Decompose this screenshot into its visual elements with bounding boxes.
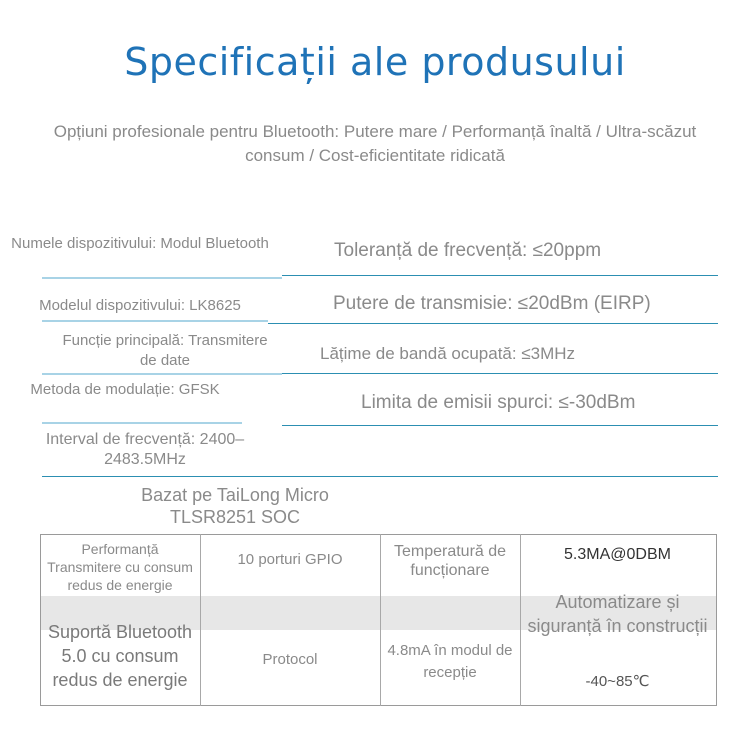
spec-device-model: Modelul dispozitivului: LK8625 bbox=[39, 297, 241, 314]
performance-label: Performanță Transmitere cu consum redus de energie bbox=[47, 541, 193, 593]
divider bbox=[268, 323, 718, 324]
gpio-label: 10 porturi GPIO bbox=[237, 551, 343, 568]
table-divider bbox=[200, 534, 201, 706]
divider bbox=[42, 373, 282, 375]
table-divider bbox=[380, 534, 381, 706]
spec-frequency-tolerance: Toleranță de frecvență: ≤20ppm bbox=[334, 240, 602, 261]
spec-transmit-power: Putere de transmisie: ≤20dBm (EIRP) bbox=[333, 293, 651, 314]
divider bbox=[42, 277, 282, 279]
divider bbox=[42, 476, 718, 477]
spec-main-function: Funcție principală: Transmitere de date bbox=[62, 332, 268, 369]
divider bbox=[282, 373, 718, 374]
bluetooth-label: Suportă Bluetooth 5.0 cu consum redus de energie bbox=[47, 622, 193, 690]
page-subtitle: Opțiuni profesionale pentru Bluetooth: Putere mare / Performanță înaltă / Ultra-scăzut consum / Cost-eficientitate ridicată bbox=[53, 122, 697, 165]
divider bbox=[282, 275, 718, 276]
protocol-label: Protocol bbox=[262, 651, 318, 668]
divider bbox=[282, 425, 718, 426]
tx-current: 5.3MA@0DBM bbox=[564, 546, 671, 563]
spec-frequency-range: Interval de frecvență: 2400–2483.5MHz bbox=[45, 431, 245, 468]
soc-label: Bazat pe TaiLong Micro TLSR8251 SOC bbox=[141, 485, 329, 527]
page-title: Specificații ale produsului bbox=[124, 40, 626, 84]
rx-current: 4.8mA în modul de recepție bbox=[387, 642, 513, 681]
temperature-label: Temperatură de funcționare bbox=[393, 543, 507, 579]
spec-bandwidth: Lățime de bandă ocupată: ≤3MHz bbox=[320, 344, 576, 363]
divider bbox=[42, 320, 268, 322]
spec-spurious-emissions: Limita de emisii spurci: ≤-30dBm bbox=[361, 392, 636, 413]
table-divider bbox=[520, 534, 521, 706]
application-label: Automatizare și siguranță în construcții bbox=[527, 592, 708, 636]
divider bbox=[42, 422, 242, 424]
spec-modulation: Metoda de modulație: GFSK bbox=[30, 381, 220, 398]
spec-device-name: Numele dispozitivului: Modul Bluetooth bbox=[11, 235, 269, 252]
temperature-range: -40~85℃ bbox=[585, 673, 650, 690]
